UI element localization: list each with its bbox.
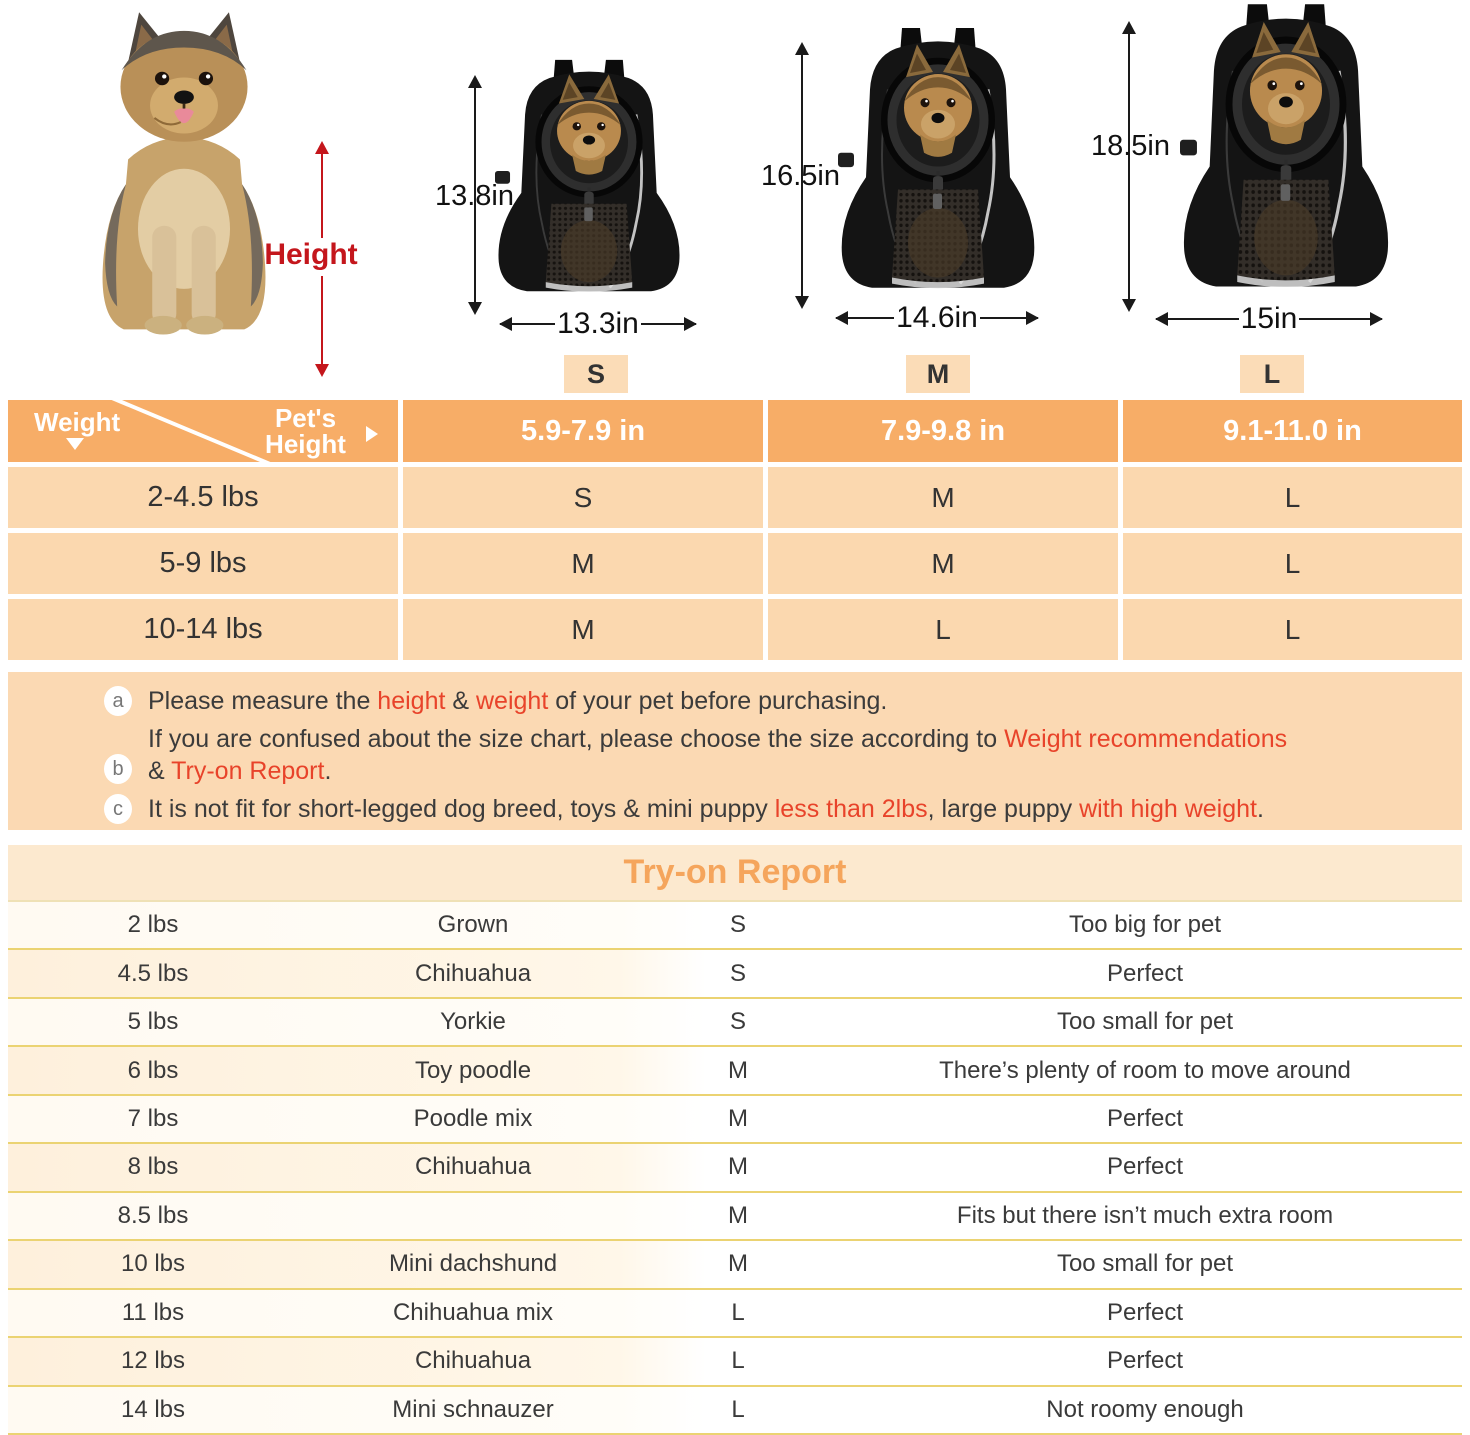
try-on-report-header [8,845,1462,902]
try-on-size: S [729,911,746,939]
try-on-comment: Perfect [1106,959,1184,987]
try-on-weight: 14 lbs [120,1395,186,1423]
try-on-size: M [728,1056,748,1084]
try-on-comment: Perfect [1106,1153,1184,1181]
size-l-width-value: 15in [1240,302,1298,335]
note-text: & [445,687,476,715]
try-on-row [8,1047,1462,1095]
backpack-m-image [838,26,1038,302]
yorkie-dog-photo [58,6,310,348]
try-on-breed: Toy poodle [414,1056,532,1084]
try-on-row [8,950,1462,998]
note-text: . [324,757,332,785]
height-measure-label: Height [264,238,358,271]
note-text: of your pet before purchasing. [548,687,888,715]
try-on-size: L [731,1347,745,1375]
try-on-row [8,1241,1462,1289]
size-m-height-value: 16.5in [760,160,840,192]
try-on-breed: Poodle mix [413,1105,533,1133]
try-on-weight: 7 lbs [127,1105,179,1133]
try-on-comment: Perfect [1106,1347,1184,1375]
try-on-weight: 8 lbs [127,1153,179,1181]
note-highlight-text: with high weight [1079,795,1257,823]
size-m-width-dim [836,299,1038,337]
note-text: , large puppy [927,795,1080,823]
height-arrow-lower [321,276,323,366]
note-item-a [8,685,1462,717]
backpack-l-image [1180,2,1392,302]
height-column-header: 9.1-11.0 in [1123,400,1462,462]
try-on-row [8,999,1462,1047]
try-on-row [8,1290,1462,1338]
weight-axis-label: Weight [34,407,121,437]
note-highlight-text: Weight recommendations [1004,725,1288,753]
size-cell: L [1123,599,1462,660]
size-cell: M [768,467,1118,528]
try-on-row [8,1144,1462,1192]
note-item-c [8,793,1462,825]
note-highlight-text: Try-on Report [171,757,325,785]
try-on-row [8,1387,1462,1435]
note-text: Please measure the [148,687,378,715]
note-text: It is not fit for short-legged dog breed, toys & mini puppy [148,795,775,823]
try-on-weight: 6 lbs [127,1056,179,1084]
try-on-size: M [728,1105,748,1133]
try-on-comment: Not roomy enough [1046,1395,1244,1423]
try-on-breed: Yorkie [440,1008,506,1036]
try-on-comment: Too big for pet [1068,911,1222,939]
note-text: If you are confused about the size chart, please choose the size according to [148,725,1005,753]
try-on-weight: 11 lbs [121,1298,185,1326]
try-on-breed: Chihuahua [414,959,532,987]
try-on-row [8,1096,1462,1144]
try-on-breed: Mini schnauzer [392,1395,554,1423]
try-on-size: S [729,1008,746,1036]
pets-height-right-triangle-icon [366,426,378,442]
try-on-weight: 8.5 lbs [117,1201,189,1229]
size-s-width-dim [500,305,696,343]
size-s-badge: S [564,355,628,393]
try-on-row [8,1193,1462,1241]
pets-height-axis-label: Pet's Height [265,403,346,459]
note-text: & [148,757,172,785]
try-on-row [8,1338,1462,1386]
try-on-size: L [731,1395,745,1423]
try-on-comment: Fits but there isn’t much extra room [956,1201,1334,1229]
weight-row-label: 5-9 lbs [8,533,398,594]
try-on-breed: Chihuahua mix [392,1298,554,1326]
try-on-comment: There’s plenty of room to move around [939,1056,1351,1084]
size-cell: L [1123,467,1462,528]
try-on-size: L [731,1298,745,1326]
note-badge: b [104,754,132,784]
size-cell: M [403,599,763,660]
size-s-width-value: 13.3in [557,307,639,340]
size-cell: M [768,533,1118,594]
size-l-width-dim [1156,300,1382,338]
height-arrow-upper [321,152,323,238]
try-on-breed: Chihuahua [414,1153,532,1181]
try-on-size: S [729,959,746,987]
note-badge: c [104,794,132,824]
try-on-weight: 12 lbs [120,1347,186,1375]
note-text: . [1257,795,1264,823]
size-cell: M [403,533,763,594]
try-on-breed: Mini dachshund [388,1250,558,1278]
size-l-height-value: 18.5in [1090,130,1170,162]
note-item-b [8,723,1462,787]
note-highlight-text: height [377,687,446,715]
note-badge: a [104,686,132,716]
try-on-breed: Chihuahua [414,1347,532,1375]
try-on-size: M [728,1250,748,1278]
size-cell: L [768,599,1118,660]
try-on-weight: 2 lbs [127,911,179,939]
size-m-badge: M [906,355,970,393]
weight-axis-down-triangle-icon [66,438,84,450]
size-chart-corner-cell [8,400,398,462]
weight-row-label: 2-4.5 lbs [8,467,398,528]
size-cell: S [403,467,763,528]
try-on-breed: Grown [437,911,509,939]
try-on-row [8,902,1462,950]
try-on-weight: 5 lbs [127,1008,179,1036]
size-l-badge: L [1240,355,1304,393]
note-highlight-text: less than 2lbs [774,795,928,823]
hero-section [0,0,1470,398]
try-on-report-rows [8,902,1462,1435]
purchase-notes [8,672,1462,830]
try-on-report-title: Try-on Report [623,853,847,891]
try-on-comment: Perfect [1106,1105,1184,1133]
weight-row-label: 10-14 lbs [8,599,398,660]
try-on-weight: 10 lbs [120,1250,186,1278]
try-on-size: M [728,1153,748,1181]
try-on-weight: 4.5 lbs [117,959,189,987]
try-on-comment: Perfect [1106,1298,1184,1326]
try-on-comment: Too small for pet [1056,1250,1234,1278]
backpack-s-image [495,58,683,304]
size-l-height-arrow [1128,32,1130,301]
size-cell: L [1123,533,1462,594]
height-column-header: 7.9-9.8 in [768,400,1118,462]
try-on-comment: Too small for pet [1056,1008,1234,1036]
try-on-report [8,845,1462,1435]
height-column-header: 5.9-7.9 in [403,400,763,462]
size-m-width-value: 14.6in [896,301,978,334]
try-on-size: M [728,1201,748,1229]
size-chart-table [8,400,1462,660]
note-highlight-text: weight [476,687,549,715]
size-s-height-value: 13.8in [434,180,514,212]
